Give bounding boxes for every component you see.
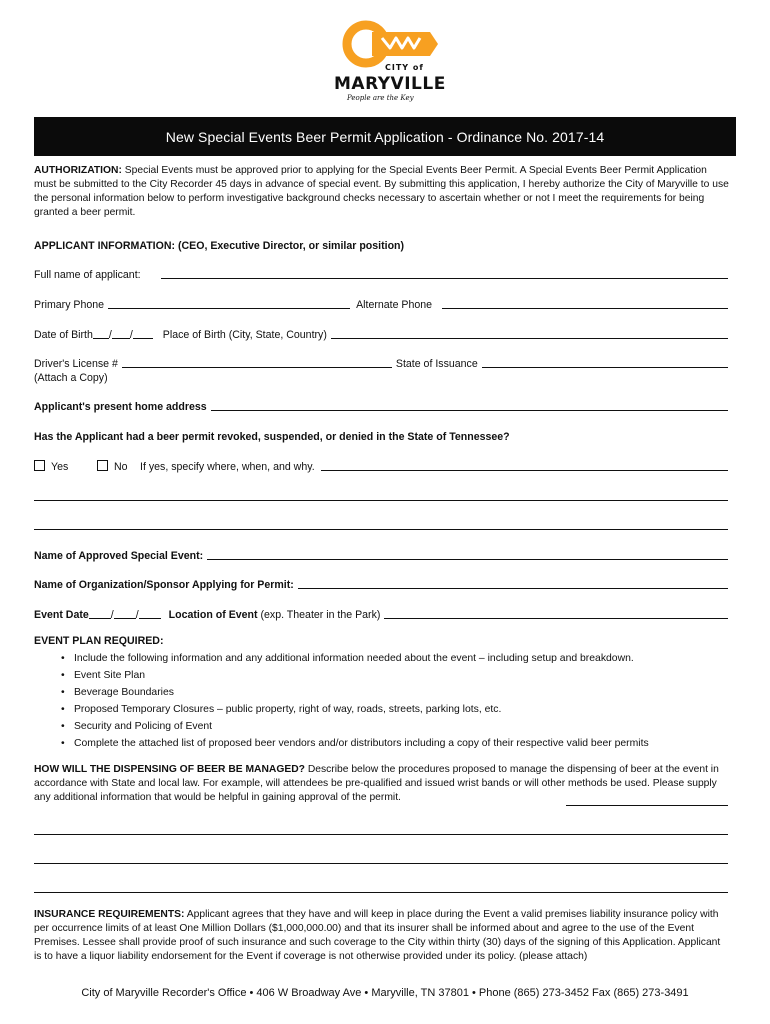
home-address-label: Applicant's present home address [34,401,207,413]
primary-phone-field[interactable] [108,298,350,309]
dispensing-inline-line[interactable] [566,805,728,806]
place-of-birth-label: Place of Birth (City, State, Country) [162,329,327,341]
logo-tagline: People are the Key [347,94,414,102]
if-yes-field[interactable] [321,460,728,471]
authorization-paragraph [34,164,730,220]
attach-copy-row [34,368,728,384]
dispensing-answer-line[interactable] [34,863,728,864]
list-item: • Proposed Temporary Closures – public property, right of way, roads, streets, parking lots, etc. [61,701,649,718]
dob-separator: / [129,329,133,341]
drivers-license-label: Driver's License # [34,358,118,370]
event-date-separator: / [110,609,114,621]
full-name-field[interactable] [161,268,728,279]
dispensing-answer-line[interactable] [34,892,728,893]
event-plan-heading-row [34,631,728,647]
list-item: • Include the following information and any additional information needed about the event – including setup and breakdown. [61,650,649,667]
home-address-row [34,397,728,413]
revoked-question: Has the Applicant had a beer permit revoked, suspended, or denied in the State of Tennessee? [34,431,510,443]
drivers-license-field[interactable] [122,357,392,368]
attach-copy-note: (Attach a Copy) [34,372,108,384]
no-checkbox[interactable] [97,460,108,471]
full-name-row [34,265,728,281]
approved-event-field[interactable] [207,549,728,560]
list-item: • Beverage Boundaries [61,684,649,701]
location-label-bold: Location of Event [168,609,258,621]
revoked-question-row [34,427,728,443]
event-date-row [34,605,728,621]
dob-year-field[interactable] [133,328,153,339]
dispensing-answer-line[interactable] [34,834,728,835]
approved-event-label: Name of Approved Special Event: [34,550,204,562]
applicant-heading: APPLICANT INFORMATION: (CEO, Executive Director, or similar position) [34,240,405,252]
organization-row [34,575,728,591]
form-title: New Special Events Beer Permit Application - Ordinance No. 2017-14 [34,117,736,156]
applicant-heading-row [34,236,728,252]
location-example: (exp. Theater in the Park) [257,609,381,621]
location-field[interactable] [384,608,728,619]
organization-label: Name of Organization/Sponsor Applying for Permit: [34,579,294,591]
if-yes-label: If yes, specify where, when, and why. [140,461,315,473]
yes-label: Yes [51,461,69,473]
no-label: No [114,461,128,473]
event-date-month-field[interactable] [89,608,111,619]
insurance-heading: INSURANCE REQUIREMENTS: [34,909,185,920]
authorization-heading: AUTHORIZATION: [34,165,122,176]
full-name-label: Full name of applicant: [34,269,141,281]
page-footer: City of Maryville Recorder's Office • 406 W Broadway Ave • Maryville, TN 37801 • Phone (865) 273-3452 Fax (865) 273-3491 [81,987,689,999]
state-issuance-label: State of Issuance [395,358,478,370]
primary-phone-label: Primary Phone [34,299,105,311]
if-yes-extra-line[interactable] [34,529,728,530]
dispensing-heading: HOW WILL THE DISPENSING OF BEER BE MANAGED? [34,764,305,775]
authorization-text: Special Events must be approved prior to applying for the Special Events Beer Permit. A Special Events Beer Permit Application must be submitted to the City Recorder 45 days in advance of special event. By submitting this application, I hereby authorize the City of Maryville to use the personal information below to perform investigative background checks necessary to ascertain whether or not I meet the requirements for being granted a beer permit. [34,165,729,218]
phone-row [34,295,728,311]
city-logo [334,20,444,104]
event-date-separator: / [135,609,139,621]
event-date-year-field[interactable] [139,608,161,619]
location-label [169,609,385,621]
dob-label: Date of Birth [34,329,93,341]
list-item: • Event Site Plan [61,667,649,684]
list-item: • Complete the attached list of proposed beer vendors and/or distributors including a copy of their respective valid beer permits [61,735,649,752]
organization-field[interactable] [298,578,728,589]
yes-checkbox[interactable] [34,460,45,471]
dispensing-paragraph [34,763,730,805]
alternate-phone-label: Alternate Phone [356,299,433,311]
if-yes-extra-line[interactable] [34,500,728,501]
logo-city-text: CITY of [385,63,424,72]
list-item: • Security and Policing of Event [61,718,649,735]
state-issuance-field[interactable] [482,357,728,368]
place-of-birth-field[interactable] [331,328,728,339]
alternate-phone-field[interactable] [442,298,728,309]
birth-row [34,325,728,341]
approved-event-row [34,546,728,562]
event-date-day-field[interactable] [114,608,136,619]
event-plan-heading: EVENT PLAN REQUIRED: [34,635,164,647]
event-date-label: Event Date [34,609,89,621]
revoked-answer-row [34,457,728,473]
dob-month-field[interactable] [93,328,109,339]
event-plan-list [61,650,649,752]
dob-separator: / [108,329,112,341]
insurance-text: Applicant agrees that they have and will keep in place during the Event a valid premises liability insurance policy with per occurrence limits of at least One Million Dollars ($1,000,000.00) and that its insurer shall be informed about and agree to the use of the Event Premises. Lessee shall provide proof of such insurance and such coverage to the City within thirty (30) days of the signing of this Application. Applicant is to have a liquor liability endorsement for the Event if coverage is not otherwise provided under its policy. (please attach) [34,909,721,962]
insurance-paragraph [34,908,730,964]
dispensing-text: Describe below the procedures proposed to manage the dispensing of beer at the event in accordance with State and local law. For example, will attendees be pre-qualified and issued wrist bands or will other methods be used. Please supply any additional information that would be helpful in gaining approval of the permit. [34,764,719,803]
dob-day-field[interactable] [112,328,130,339]
home-address-field[interactable] [211,400,728,411]
logo-name-text: MARYVILLE [334,74,446,94]
